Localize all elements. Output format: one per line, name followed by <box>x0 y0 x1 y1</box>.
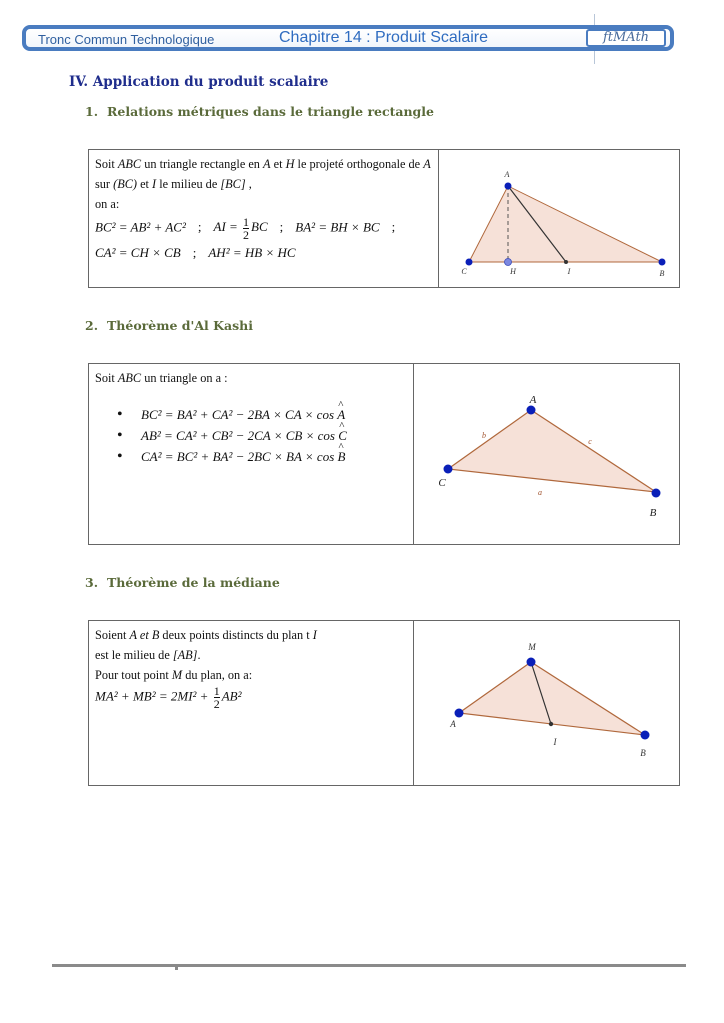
median-line-3 <box>95 665 407 685</box>
math: A <box>423 157 431 171</box>
median-line-1 <box>95 625 407 645</box>
separator: ; <box>192 245 197 260</box>
section-title: IV. Application du produit scalaire <box>69 74 329 90</box>
page-header <box>22 25 674 51</box>
label-c: C <box>438 477 446 489</box>
denominator: 2 <box>213 697 220 711</box>
angle-hat: ^ A <box>337 404 345 425</box>
point-h <box>505 259 512 266</box>
point-a <box>527 406 536 415</box>
al-kashi-formula <box>117 425 407 446</box>
triangle-abc <box>469 186 662 262</box>
formula-part: AI = <box>213 219 242 235</box>
label-a: A <box>504 170 510 179</box>
subsection-1-label: Relations métriques dans le triangle rectangle <box>107 104 434 119</box>
point-a <box>505 183 512 190</box>
figure-al-kashi-triangle <box>414 364 679 544</box>
figure-median-cell <box>414 621 679 785</box>
formula-part: AB² <box>221 688 242 704</box>
label-m: M <box>528 642 536 652</box>
subsection-2-title <box>85 318 253 333</box>
math: A et B <box>129 628 160 642</box>
angle-hat: ^ B <box>338 446 346 467</box>
text: , <box>245 177 252 191</box>
formula-row-2 <box>95 243 432 263</box>
fraction <box>243 216 249 241</box>
math: M <box>171 668 183 682</box>
table-metric-relations <box>88 149 680 288</box>
metric-relations-text-cell <box>89 150 439 287</box>
label-h: H <box>510 267 516 276</box>
label-i: I <box>553 737 557 747</box>
label-side-c: c <box>588 437 592 446</box>
table-median <box>88 620 680 786</box>
al-kashi-formula <box>117 404 407 425</box>
math: ABC <box>117 157 142 171</box>
text: . <box>197 648 201 662</box>
math: I <box>312 628 317 642</box>
subsection-1-title <box>85 104 434 119</box>
formula-text: CA² = BC² + BA² − 2BC × BA × cos <box>141 449 338 464</box>
label-b: B <box>640 748 646 758</box>
point-c <box>466 259 473 266</box>
text: et <box>137 177 153 191</box>
label-b: B <box>649 507 657 519</box>
median-formula <box>95 685 407 710</box>
math: (BC) <box>113 177 138 191</box>
text: du plan, on a: <box>182 668 253 682</box>
formula-row-1 <box>95 216 432 241</box>
label-c: C <box>461 267 467 276</box>
header-level: Tronc Commun Technologique <box>38 32 215 47</box>
formula-ca-squared: CA² = CH × CB <box>95 245 181 260</box>
numerator: 1 <box>213 684 220 698</box>
math: ABC <box>117 371 142 385</box>
text: le milieu de <box>156 177 221 191</box>
figure-right-triangle <box>439 150 679 287</box>
label-side-b: b <box>482 431 486 440</box>
point-b <box>641 731 650 740</box>
separator: ; <box>391 219 396 235</box>
fraction <box>214 685 220 710</box>
median-text-cell <box>89 621 414 785</box>
metric-relations-on-a: on a: <box>95 197 120 211</box>
text: un triangle on a : <box>141 371 228 385</box>
subsection-3-title <box>85 575 280 590</box>
text: deux points distincts du plan t <box>159 628 313 642</box>
text: Pour tout point <box>95 668 172 682</box>
math: H <box>285 157 295 171</box>
footer-mark <box>175 967 178 970</box>
point-i <box>564 260 568 264</box>
metric-relations-statement <box>95 154 432 194</box>
footer-rule <box>52 964 686 967</box>
text: le projeté orthogonale de <box>294 157 424 171</box>
separator: ; <box>279 219 284 235</box>
text: un triangle rectangle en <box>141 157 264 171</box>
formula-pythagore: BC² = AB² + AC² <box>95 219 186 235</box>
al-kashi-text-cell <box>89 364 414 544</box>
triangle-abc <box>448 410 656 492</box>
subsection-3-label: Théorème de la médiane <box>107 575 280 590</box>
label-a: A <box>450 719 456 729</box>
formula-ba-squared: BA² = BH × BC <box>295 219 380 235</box>
math: I <box>152 177 157 191</box>
numerator: 1 <box>243 215 250 229</box>
subsection-1-number: 1. <box>85 104 99 119</box>
text: est le milieu de <box>95 648 173 662</box>
subsection-2-label: Théorème d'Al Kashi <box>107 318 253 333</box>
math: A <box>263 157 271 171</box>
figure-right-triangle-cell <box>439 150 679 287</box>
subsection-3-number: 3. <box>85 575 99 590</box>
formula-part: MA² + MB² = 2MI² + <box>95 688 212 704</box>
text: Soit <box>95 157 118 171</box>
al-kashi-formula-list <box>95 404 407 467</box>
point-b <box>659 259 666 266</box>
al-kashi-intro <box>95 368 407 388</box>
label-i: I <box>567 267 571 276</box>
angle-hat: ^ C <box>338 425 347 446</box>
table-al-kashi <box>88 363 680 545</box>
label-a: A <box>529 394 537 406</box>
figure-median-triangle <box>414 621 679 785</box>
formula-ah-squared: AH² = HB × HC <box>208 245 296 260</box>
label-b: B <box>659 269 665 278</box>
subsection-2-number: 2. <box>85 318 99 333</box>
formula-text: BC² = BA² + CA² − 2BA × CA × cos <box>141 407 338 422</box>
label-side-a: a <box>538 488 542 497</box>
text: Soit <box>95 371 118 385</box>
al-kashi-formula <box>117 446 407 467</box>
math: [AB] <box>172 648 198 662</box>
text: Soient <box>95 628 130 642</box>
formula-part: BC <box>251 219 268 235</box>
header-logo: ftMAth <box>586 29 666 47</box>
formula-median <box>213 215 268 242</box>
denominator: 2 <box>243 228 250 242</box>
header-chapter-title: Chapitre 14 : Produit Scalaire <box>279 29 488 46</box>
point-c <box>444 465 453 474</box>
point-m <box>527 658 536 667</box>
formula-text: AB² = CA² + CB² − 2CA × CB × cos <box>141 428 339 443</box>
text: sur <box>95 177 114 191</box>
math: [BC] <box>220 177 246 191</box>
text: et <box>270 157 286 171</box>
point-a <box>455 709 464 718</box>
point-b <box>652 489 661 498</box>
figure-al-kashi-cell <box>414 364 679 544</box>
median-line-2 <box>95 645 407 665</box>
point-i <box>549 722 553 726</box>
separator: ; <box>197 219 202 235</box>
